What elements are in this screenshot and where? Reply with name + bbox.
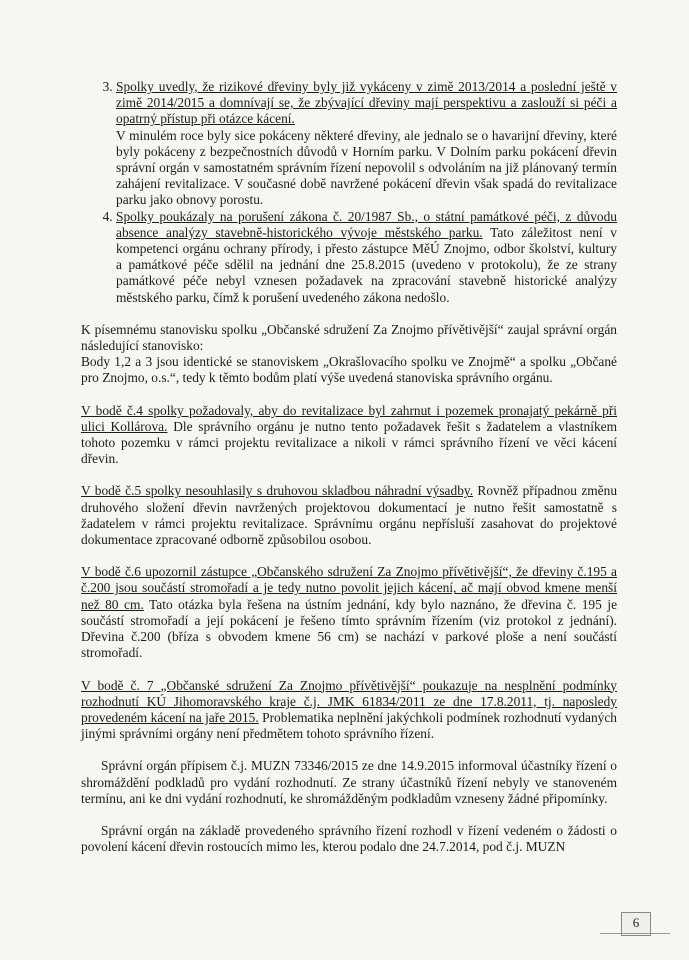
point-6-paragraph: [81, 564, 617, 661]
point-6-text: Tato otázka byla řešena na ústním jednání, kdy bylo naznáno, že dřevina č. 195 je součástí stromořadí a její pokácení je řešeno tímto správním řízením (viz protokol z jednání). Dřevina č.200 (bříza s obvodem kmene 56 cm) se nachází v parkové ploše a není součástí stromořadí.: [81, 596, 618, 661]
notice-paragraph: Správní orgán přípisem č.j. MUZN 73346/2015 ze dne 14.9.2015 informoval účastníky řízení o shromáždění podkladů pro vydání rozhodnutí. Ze strany účastníků řízení nebyly ve stanoveném termínu, ani ke dni vydání rozhodnutí, ke shromážděným podkladům vzneseny žádné připomínky.: [81, 758, 617, 806]
point-7-text: Problematika neplnění jakýchkoli podmínek rozhodnutí vydaných jinými správními orgány není předmětem tohoto správního řízení.: [81, 709, 618, 742]
statement-intro: K písemnému stanovisku spolku „Občanské sdružení Za Znojmo přívětivější“ zaujal správní orgán následující stanovisko:: [81, 321, 617, 354]
item-3-text: V minulém roce byly sice pokáceny některé dřeviny, ale jednalo se o havarijní dřeviny, které byly pokáceny z bezpečnostních důvodů v Horním parku. V Dolním parku pokácení dřevin správní orgán v samostatném správním řízení nepovolil s odvoláním na již plánovaný termín zahájení revitalizace. V současné době navržené pokácení dřevin však spadá do revitalizace parku jako obnovy porostu.: [116, 127, 617, 208]
point-5-heading: V bodě č.5 spolky nesouhlasily s druhovou skladbou náhradní výsadby.: [81, 483, 474, 499]
point-5-text: Rovněž případnou změnu druhového složení dřevin navržených projektovou dokumentací je nutno řešit samostatně s žadatelem v rámci projektu revitalizace. Správnímu orgánu nepřísluší zasahovat do projektové dokumentace zpracované odborně způsobilou osobou.: [81, 483, 618, 548]
page-number: 6: [621, 912, 651, 936]
document-body: [81, 79, 617, 855]
item-3-heading: Spolky uvedly, že rizikové dřeviny byly již vykáceny v zimě 2013/2014 a poslední ještě v zimě 2014/2015 a domnívají se, že zbývající dřeviny mají perspektivu a zaslouží si péči a opatrný přístup při otázce kácení.: [116, 79, 617, 127]
point-7-paragraph: [81, 678, 617, 743]
point-6-heading: V bodě č.6 upozornil zástupce „Občanského sdružení Za Znojmo přívětivější“, že dřeviny č.195 a č.200 jsou součástí stromořadí a je tedy nutno povolit jejich kácení, ač mají obvod kmene menší než 80 cm.: [81, 564, 617, 612]
numbered-list: [81, 79, 617, 306]
item-4-heading: Spolky poukázaly na porušení zákona č. 20/1987 Sb., o státní památkové péči, z důvodu absence analýzy stavebně-historického vývoje městského parku.: [116, 208, 617, 240]
item-4-text: Tato záležitost není v kompetenci orgánu ochrany přírody, i přesto zástupce MěÚ Znojmo, odbor školství, kultury a památkové péče sdělil na jednání dne 25.8.2015 (uvedeno v protokolu), že ze strany památkové péče nebyl vznesen požadavek na zpracování stavebně historické analýzy městského parku, čímž k porušení uvedeného zákona nedošlo.: [116, 224, 617, 305]
point-5-paragraph: [81, 483, 617, 548]
list-item-3: [116, 79, 617, 209]
statement-points-1-3: Body 1,2 a 3 jsou identické se stanoviskem „Okrašlovacího spolku ve Znojmě“ a spolku „Občané pro Znojmo, o.s.“, tedy k těmto bodům platí výše uvedená stanoviska správního orgánu.: [81, 354, 617, 386]
list-item-4: [116, 209, 617, 306]
point-4-paragraph: [81, 403, 617, 468]
point-4-heading: V bodě č.4 spolky požadovaly, aby do revitalizace byl zahrnut i pozemek pronajatý pekárně při ulici Kollárova.: [81, 402, 617, 434]
point-4-text: Dle správního orgánu je nutno tento požadavek řešit s žadatelem a vlastníkem tohoto pozemku v rámci projektu revitalizace a nikoli v rámci správního řízení ve věci kácení dřevin.: [81, 418, 618, 467]
point-7-heading: V bodě č. 7 „Občanské sdružení Za Znojmo přívětivější“ poukazuje na nesplnění podmínky rozhodnutí KÚ Jihomoravského kraje č.j. JMK 61834/2011 ze dne 17.8.2011, tj. naposledy provedeném kácení na jaře 2015.: [81, 677, 617, 725]
decision-paragraph: Správní orgán na základě provedeného správního řízení rozhodl v řízení vedeném o žádosti o povolení kácení dřevin rostoucích mimo les, kterou podalo dne 24.7.2014, pod č.j. MUZN: [81, 822, 617, 855]
footer-rule: [600, 933, 670, 934]
